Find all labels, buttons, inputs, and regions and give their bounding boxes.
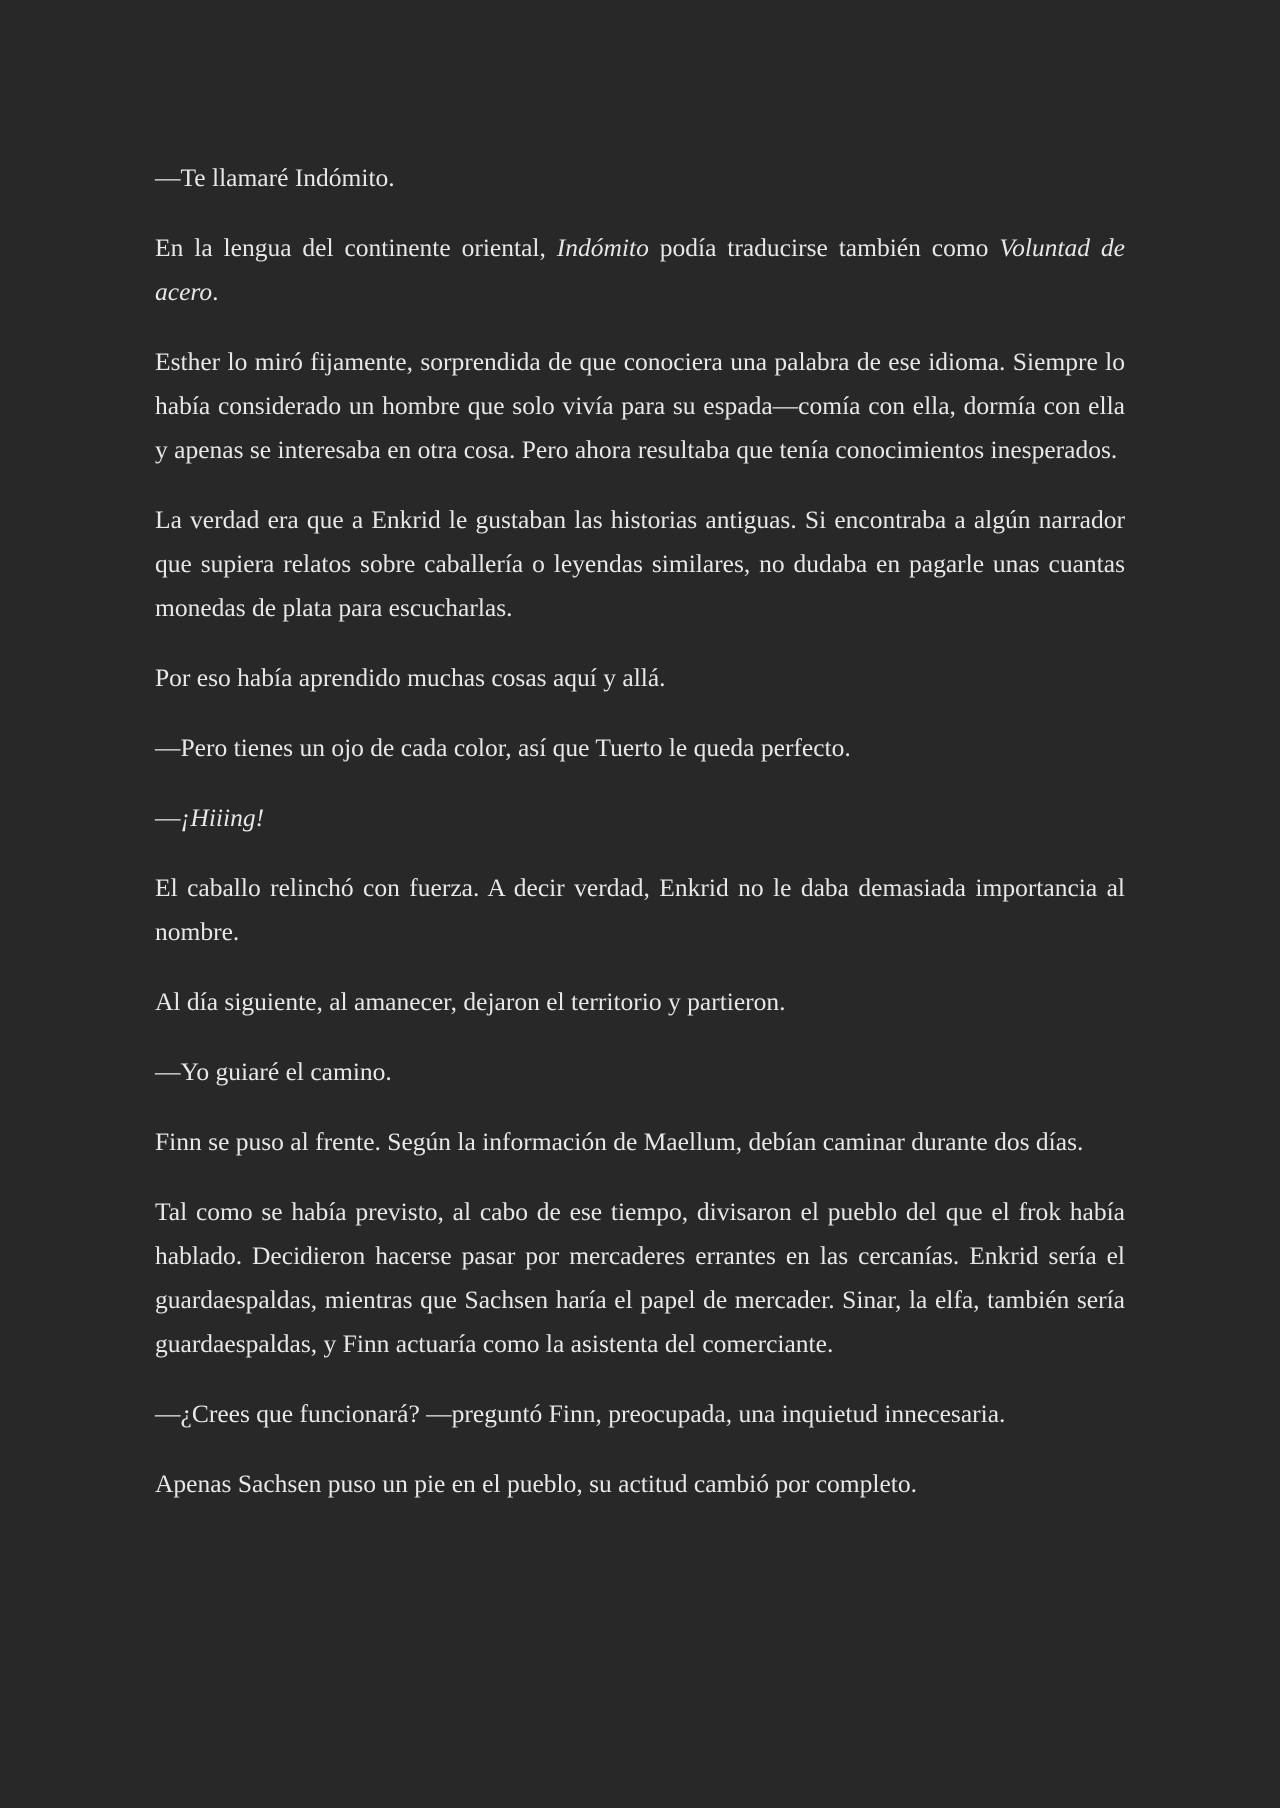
paragraph-text: —¿Crees que funcionará? —preguntó Finn, preocupada, una inquietud innecesaria. — [155, 1399, 1006, 1428]
paragraph-text: La verdad era que a Enkrid le gustaban las historias antiguas. Si encontraba a algún narrador que supiera relatos sobre caballería o leyendas similares, no dudaba en pagarle unas cuantas monedas de plata para escucharlas. — [155, 505, 1125, 622]
paragraph — [155, 796, 1125, 840]
paragraph — [155, 156, 1125, 200]
paragraph-text: . — [212, 277, 219, 306]
paragraph-text: Tal como se había previsto, al cabo de ese tiempo, divisaron el pueblo del que el frok había hablado. Decidieron hacerse pasar por mercaderes errantes en las cercanías. Enkrid sería el guardaespaldas, mientras que Sachsen haría el papel de mercader. Sinar, la elfa, también sería guardaespaldas, y Finn actuaría como la asistenta del comerciante. — [155, 1197, 1125, 1358]
paragraph — [155, 1050, 1125, 1094]
paragraph-text: podía traducirse también como — [648, 233, 1000, 262]
paragraph — [155, 866, 1125, 954]
paragraph — [155, 1120, 1125, 1164]
paragraph-text: Apenas Sachsen puso un pie en el pueblo, su actitud cambió por completo. — [155, 1469, 917, 1498]
paragraph-text: —Te llamaré Indómito. — [155, 163, 395, 192]
paragraph-text: —Pero tienes un ojo de cada color, así que Tuerto le queda perfecto. — [155, 733, 851, 762]
paragraph-text: En la lengua del continente oriental, — [155, 233, 557, 262]
paragraph — [155, 1462, 1125, 1506]
reader-page — [155, 156, 1125, 1532]
italic-exclamation: ¡Hiiing! — [180, 803, 265, 832]
paragraph-text: Por eso había aprendido muchas cosas aquí y allá. — [155, 663, 666, 692]
paragraph-text: — — [155, 803, 181, 832]
paragraph-text: Al día siguiente, al amanecer, dejaron el territorio y partieron. — [155, 987, 786, 1016]
paragraph-text: —Yo guiaré el camino. — [155, 1057, 392, 1086]
paragraph — [155, 340, 1125, 472]
paragraph — [155, 226, 1125, 314]
italic-term: Indómito — [556, 233, 649, 262]
paragraph — [155, 656, 1125, 700]
paragraph — [155, 726, 1125, 770]
italic-term: Voluntad de acero — [155, 233, 1125, 306]
paragraph-text: Esther lo miró fijamente, sorprendida de que conociera una palabra de ese idioma. Siempre lo había considerado un hombre que solo vivía para su espada—comía con ella, dormía con ella y apenas se interesaba en otra cosa. Pero ahora resultaba que tenía conocimientos inesperados. — [155, 347, 1125, 464]
paragraph-text: El caballo relinchó con fuerza. A decir verdad, Enkrid no le daba demasiada importancia al nombre. — [155, 873, 1125, 946]
paragraph — [155, 1190, 1125, 1366]
paragraph — [155, 1392, 1125, 1436]
paragraph — [155, 498, 1125, 630]
paragraph-text: Finn se puso al frente. Según la información de Maellum, debían caminar durante dos días. — [155, 1127, 1084, 1156]
paragraph — [155, 980, 1125, 1024]
